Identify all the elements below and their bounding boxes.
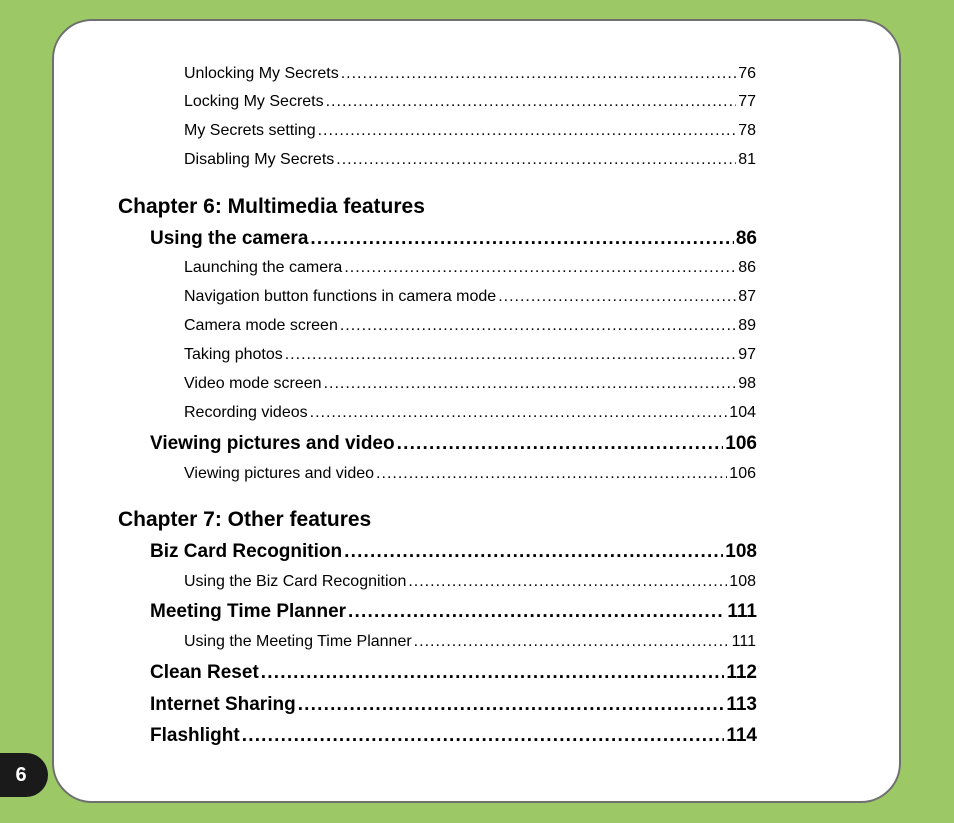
toc-leader-dots [408, 573, 727, 591]
toc-leader-dots [310, 228, 733, 250]
toc-entry-title: Video mode screen [184, 375, 322, 392]
toc-section-page: 86 [735, 228, 757, 249]
toc-section-title: Flashlight [150, 725, 240, 746]
toc-section[interactable] [150, 601, 757, 623]
toc-entry-title: Navigation button functions in camera mode [184, 288, 497, 305]
toc-entry-title: Using the Biz Card Recognition [184, 573, 407, 590]
toc-section-title: Clean Reset [150, 662, 259, 683]
toc-section-page: 113 [726, 694, 757, 715]
toc-entry-page: 86 [738, 259, 756, 276]
toc-leader-dots [340, 317, 736, 335]
toc-section[interactable] [150, 228, 757, 250]
toc-entry-page: 97 [738, 346, 756, 363]
toc-leader-dots [336, 151, 736, 169]
toc-leader-dots [318, 122, 737, 140]
toc-section-title: Meeting Time Planner [150, 601, 347, 622]
toc-entry-title: Viewing pictures and video [184, 465, 375, 482]
toc-entry-page: 108 [729, 573, 756, 590]
toc-entry[interactable] [184, 288, 756, 306]
toc-leader-dots [344, 259, 736, 277]
toc-section-page: 106 [725, 433, 757, 454]
toc-entry-page: 78 [738, 122, 756, 139]
chapter-heading: Chapter 6: Multimedia features [118, 195, 425, 218]
toc-entry[interactable] [184, 633, 756, 651]
toc-entry-title: Launching the camera [184, 259, 343, 276]
toc-entry-title: Using the Meeting Time Planner [184, 633, 412, 650]
toc-section[interactable] [150, 694, 757, 716]
toc-entry[interactable] [184, 465, 756, 483]
toc-entry[interactable] [184, 375, 756, 393]
toc-section-page: 111 [727, 601, 757, 622]
toc-leader-dots [348, 601, 725, 623]
toc-entry[interactable] [184, 122, 756, 140]
toc-entry-page: 106 [729, 465, 756, 482]
toc-section-title: Biz Card Recognition [150, 541, 343, 562]
toc-entry[interactable] [184, 93, 756, 111]
toc-section-page: 114 [726, 725, 757, 746]
toc-leader-dots [414, 633, 730, 651]
toc-entry-title: Disabling My Secrets [184, 151, 335, 168]
page-number: 6 [15, 763, 27, 786]
toc-section[interactable] [150, 662, 757, 684]
toc-entry[interactable] [184, 65, 756, 83]
toc-section-page: 108 [725, 541, 757, 562]
toc-entry-page: 89 [738, 317, 756, 334]
toc-section-title: Using the camera [150, 228, 309, 249]
toc-leader-dots [261, 662, 725, 684]
toc-entry-title: Recording videos [184, 404, 308, 421]
toc-entry[interactable] [184, 259, 756, 277]
toc-entry-title: Unlocking My Secrets [184, 65, 339, 82]
toc-entry-title: My Secrets setting [184, 122, 316, 139]
toc-leader-dots [498, 288, 736, 306]
toc-entry[interactable] [184, 404, 756, 422]
toc-leader-dots [344, 541, 723, 563]
toc-entry[interactable] [184, 151, 756, 169]
toc-entry-page: 77 [738, 93, 756, 110]
toc-entry-page: 98 [738, 375, 756, 392]
toc-entry-page: 104 [729, 404, 756, 421]
toc-entry-title: Camera mode screen [184, 317, 338, 334]
toc-section[interactable] [150, 541, 757, 563]
chapter-heading: Chapter 7: Other features [118, 508, 372, 531]
toc-section-title: Internet Sharing [150, 694, 296, 715]
toc-entry[interactable] [184, 573, 756, 591]
toc-leader-dots [285, 346, 736, 364]
toc-leader-dots [298, 694, 725, 716]
toc-section[interactable] [150, 725, 757, 747]
toc-entry[interactable] [184, 317, 756, 335]
toc-section[interactable] [150, 433, 757, 455]
toc-entry-title: Locking My Secrets [184, 93, 324, 110]
toc-entry-page: 76 [738, 65, 756, 82]
toc-section-title: Viewing pictures and video [150, 433, 395, 454]
toc-entry[interactable] [184, 346, 756, 364]
toc-entry-page: 87 [738, 288, 756, 305]
toc-entry-page: 111 [731, 633, 756, 650]
toc-leader-dots [324, 375, 737, 393]
toc-leader-dots [376, 465, 727, 483]
toc-leader-dots [242, 725, 725, 747]
toc-entry-page: 81 [738, 151, 756, 168]
toc-leader-dots [326, 93, 737, 111]
toc-leader-dots [310, 404, 728, 422]
page-number-tab [0, 753, 48, 797]
toc-section-page: 112 [726, 662, 757, 683]
toc-leader-dots [397, 433, 724, 455]
toc-leader-dots [341, 65, 736, 83]
toc-entry-title: Taking photos [184, 346, 283, 363]
